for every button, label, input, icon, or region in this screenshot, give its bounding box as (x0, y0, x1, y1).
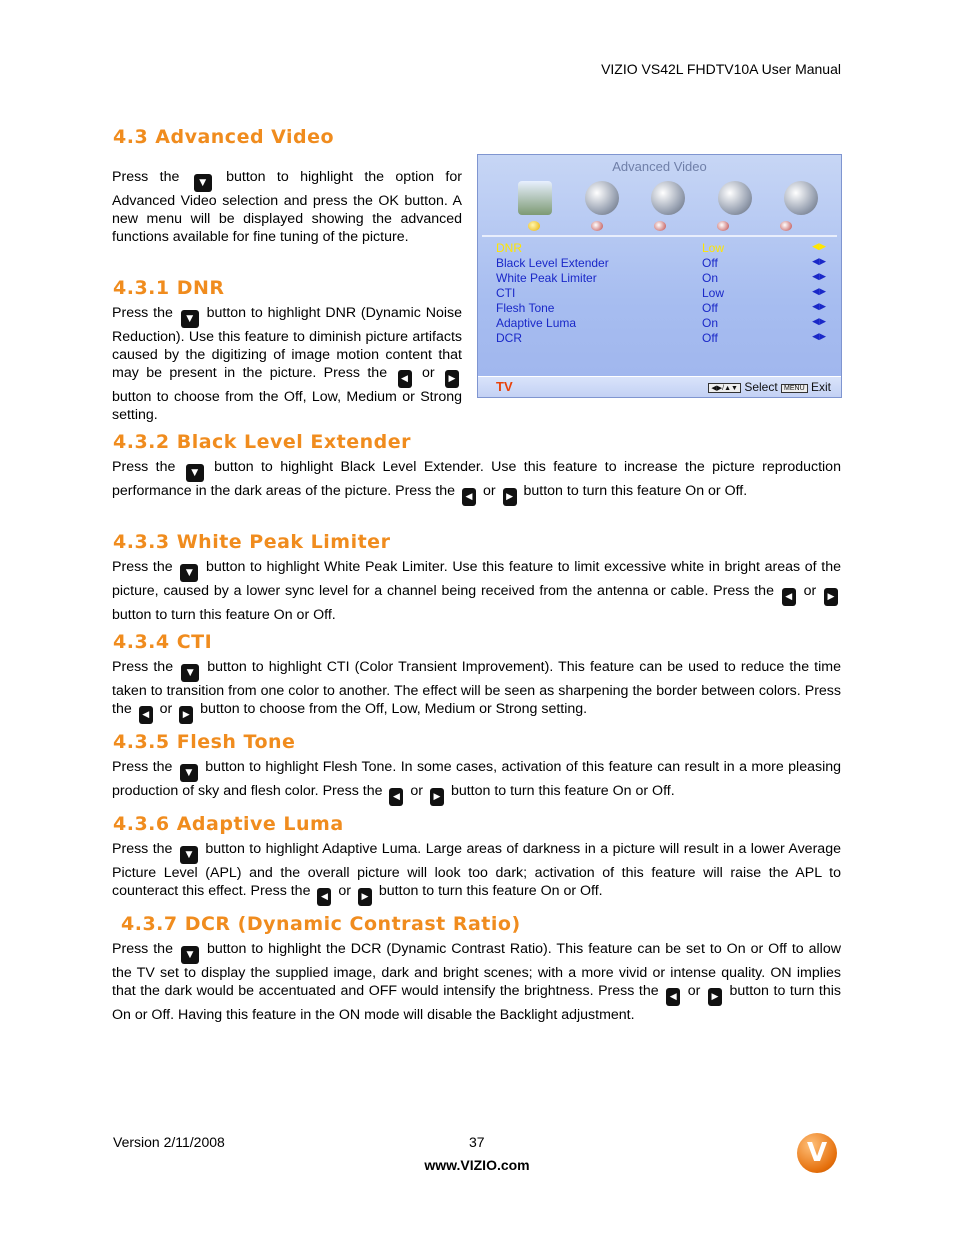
left-arrow-icon: ◀ (666, 988, 680, 1006)
indicator-dot (528, 221, 540, 231)
tv-menu-row-black-level (496, 256, 836, 271)
paragraph-cti (112, 658, 841, 724)
footer-url: www.VIZIO.com (424, 1157, 530, 1173)
down-arrow-icon: ▼ (181, 664, 199, 682)
exit-label: Exit (810, 380, 831, 394)
row-label: Flesh Tone (496, 301, 555, 315)
paragraph-adaptive-luma (112, 840, 841, 906)
text: button to turn this On or Off. Having this feature in the ON mode will disable the Backlight adjustment. (112, 983, 841, 1023)
row-value: Off (702, 301, 718, 315)
tv-menu-row-white-peak (496, 271, 836, 286)
text: Press the (112, 941, 173, 957)
picture-icon (518, 181, 552, 215)
tv-menu-footer (478, 376, 841, 397)
text: button to highlight Black Level Extender. Use this feature to increase the picture reproduction performance in the dark areas of the picture. Press the (112, 459, 841, 499)
section-heading-dcr: 4.3.7 DCR (Dynamic Contrast Ratio) (121, 913, 521, 935)
left-arrow-icon: ◀ (317, 888, 331, 906)
indicator-dot (780, 221, 792, 231)
text: Press the (112, 305, 173, 321)
paragraph-dnr (112, 304, 462, 424)
row-label: CTI (496, 286, 516, 300)
tv-menu-indicators (528, 221, 792, 231)
left-right-arrow-icon: ◀▶ (812, 271, 826, 281)
section-heading-black-level-extender: 4.3.2 Black Level Extender (113, 431, 412, 453)
row-label: White Peak Limiter (496, 271, 597, 285)
row-label: Black Level Extender (496, 256, 609, 270)
paragraph-black-level-extender (112, 458, 841, 506)
paragraph-white-peak-limiter (112, 558, 841, 624)
tv-menu-hint (708, 380, 831, 394)
tv-menu-screenshot (477, 154, 842, 398)
text: button to highlight CTI (Color Transient Improvement). This feature can be used to reduce the time taken to transition from one color to another. The effect will be seen as sharpening the border between colors. Press the (112, 659, 841, 717)
setup-icon (718, 181, 752, 215)
audio-icon (585, 181, 619, 215)
tv-menu-row-dnr (496, 241, 836, 256)
down-arrow-icon: ▼ (181, 946, 199, 964)
tv-menu-row-flesh-tone (496, 301, 836, 316)
down-arrow-icon: ▼ (180, 846, 198, 864)
text: Press the (112, 559, 173, 575)
text: button to choose from the Off, Low, Medium or Strong setting. (112, 389, 462, 423)
left-arrow-icon: ◀ (398, 370, 412, 388)
text: or (482, 483, 496, 499)
section-heading-flesh-tone: 4.3.5 Flesh Tone (113, 731, 296, 753)
text: or (687, 983, 701, 999)
right-arrow-icon: ▶ (445, 370, 459, 388)
down-arrow-icon: ▼ (180, 564, 198, 582)
right-arrow-icon: ▶ (503, 488, 517, 506)
text: button to turn this feature On or Off. (450, 783, 675, 799)
text: button to highlight Adaptive Luma. Large areas of darkness in a picture will result in a lower Average Picture Level (APL) and the overall picture will look too dark; activation of this feature will raise the APL to counteract this effect. Press the (112, 841, 841, 899)
text: or (159, 701, 173, 717)
text: button to turn this feature On or Off. (523, 483, 748, 499)
text: Press the (112, 459, 176, 475)
text: or (803, 583, 817, 599)
down-arrow-icon: ▼ (180, 764, 198, 782)
row-value: Off (702, 331, 718, 345)
section-heading-adaptive-luma: 4.3.6 Adaptive Luma (113, 813, 344, 835)
left-right-arrow-icon: ◀▶ (812, 286, 826, 296)
menu-key-icon: MENU (781, 384, 808, 393)
section-heading-advanced-video: 4.3 Advanced Video (113, 126, 335, 148)
left-right-arrow-icon: ◀▶ (812, 301, 826, 311)
indicator-dot (717, 221, 729, 231)
text: or (338, 883, 351, 899)
manual-title: VIZIO VS42L FHDTV10A User Manual (601, 61, 841, 77)
left-right-arrow-icon: ◀▶ (812, 256, 826, 266)
text: Press the (112, 759, 173, 775)
indicator-dot (591, 221, 603, 231)
text: button to highlight the option for Advanced Video selection and press the OK button. A new menu will be displayed showing the advanced functions available for fine tuning of the picture. (112, 169, 462, 245)
text: or (410, 783, 424, 799)
text: button to turn this feature On or Off. (112, 607, 336, 623)
row-value: On (702, 271, 719, 285)
text: button to turn this feature On or Off. (378, 883, 603, 899)
footer-version: Version 2/11/2008 (113, 1134, 225, 1150)
lock-icon (784, 181, 818, 215)
page-number: 37 (469, 1134, 485, 1150)
left-arrow-icon: ◀ (462, 488, 476, 506)
row-value: Low (702, 241, 725, 255)
down-arrow-icon: ▼ (194, 174, 212, 192)
down-arrow-icon: ▼ (181, 310, 199, 328)
section-heading-cti: 4.3.4 CTI (113, 631, 213, 653)
down-arrow-icon: ▼ (186, 464, 204, 482)
paragraph-advanced-video (112, 168, 462, 246)
section-heading-white-peak-limiter: 4.3.3 White Peak Limiter (113, 531, 391, 553)
tv-menu-row-cti (496, 286, 836, 301)
row-label: DCR (496, 331, 522, 345)
text: button to highlight Flesh Tone. In some cases, activation of this feature can result in a more pleasing production of sky and flesh color. Press the (112, 759, 842, 799)
vizio-logo: V (797, 1133, 837, 1173)
paragraph-flesh-tone (112, 758, 841, 806)
text: button to highlight DNR (Dynamic Noise Reduction). Use this feature to diminish picture artifacts caused by the digitizing of image motion content that may be present in the picture. Press the (112, 305, 462, 381)
indicator-dot (654, 221, 666, 231)
left-right-arrow-icon: ◀▶ (812, 241, 826, 251)
text: button to choose from the Off, Low, Medium or Strong setting. (200, 701, 588, 717)
text: or (421, 365, 435, 381)
tv-logo: TV (496, 379, 513, 394)
left-right-arrow-icon: ◀▶ (812, 316, 826, 326)
row-value: On (702, 316, 719, 330)
row-label: Adaptive Luma (496, 316, 577, 330)
divider (482, 235, 837, 237)
row-label: DNR (496, 241, 522, 255)
select-label: Select (744, 380, 778, 394)
text: button to highlight White Peak Limiter. Use this feature to limit excessive white in bright areas of the picture, caused by a lower sync level for a channel being received from the antenna or cable. Press the (112, 559, 841, 599)
right-arrow-icon: ▶ (358, 888, 372, 906)
row-value: Low (702, 286, 725, 300)
text: Press the (112, 659, 174, 675)
text: button to highlight the DCR (Dynamic Contrast Ratio). This feature can be set to On or Off to allow the TV set to display the supplied image, dark and bright scenes; with a more vivid or intense quality. ON implies that the dark would be accentuated and OFF would intensify the brightness. Press the (112, 941, 841, 999)
section-heading-dnr: 4.3.1 DNR (113, 277, 225, 299)
right-arrow-icon: ▶ (708, 988, 722, 1006)
tv-menu-title: Advanced Video (612, 159, 707, 174)
right-arrow-icon: ▶ (179, 706, 193, 724)
left-arrow-icon: ◀ (389, 788, 403, 806)
left-right-arrow-icon: ◀▶ (812, 331, 826, 341)
tv-menu-icon-bar (518, 181, 818, 215)
text: Press the (112, 841, 173, 857)
text: Press the (112, 169, 180, 185)
right-arrow-icon: ▶ (430, 788, 444, 806)
satellite-icon (651, 181, 685, 215)
tv-menu-row-dcr (496, 331, 836, 346)
right-arrow-icon: ▶ (824, 588, 838, 606)
left-arrow-icon: ◀ (139, 706, 153, 724)
nav-key-icon: ◀▶/▲▼ (708, 383, 741, 393)
left-arrow-icon: ◀ (782, 588, 796, 606)
paragraph-dcr (112, 940, 841, 1024)
row-value: Off (702, 256, 718, 270)
tv-menu-row-adaptive-luma (496, 316, 836, 331)
